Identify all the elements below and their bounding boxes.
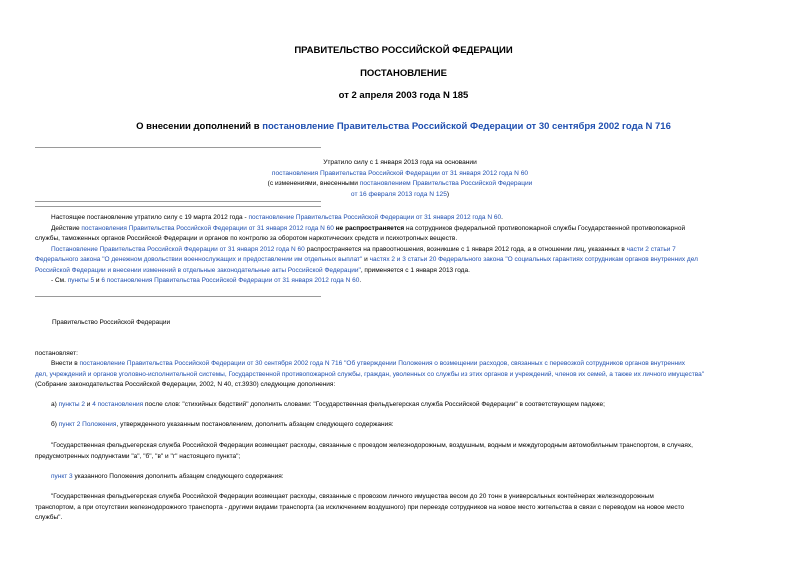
note-text: , применяется с 1 января 2013 года. (360, 266, 470, 274)
note-text: - См. (51, 277, 68, 284)
note-2-continued: службы, таможенных органов Российской Федерации и органов по контролю за оборотом наркотических средств и психотропных веществ. (35, 235, 458, 242)
paragraph-1 (35, 359, 780, 391)
note-link[interactable]: пункты 5 (67, 277, 95, 284)
note-bold: не распространяется (333, 224, 405, 232)
status-line: Утратило силу с 1 января 2013 года на основании (323, 159, 477, 166)
note-3-line3 (35, 266, 775, 277)
amend-link[interactable]: постановлением Правительства Российской Федерации (359, 180, 533, 188)
item-b (35, 420, 780, 431)
note-link[interactable]: Федерального закона "О денежном довольствии военнослужащих и предоставлении им отдельных выплат" (35, 256, 363, 263)
quote-1 (35, 441, 780, 462)
note-link[interactable]: части 2 статьи 7 (626, 245, 676, 253)
status-link[interactable]: постановления Правительства Российской Федерации от 31 января 2012 года N 60 (271, 169, 529, 177)
note-text: Настоящее постановление утратило силу с 19 марта 2012 года - (51, 214, 249, 221)
note-text: и (362, 256, 370, 263)
item-text: а) (51, 401, 59, 408)
item-link[interactable]: пункт 3 (51, 473, 73, 480)
amend-date-link[interactable]: от 16 февраля 2013 года N 125 (350, 190, 447, 198)
note-2 (35, 224, 775, 235)
note-3-line2 (35, 255, 775, 266)
document-type: ПОСТАНОВЛЕНИЕ (360, 68, 447, 79)
note-text: и (94, 277, 102, 284)
note-link[interactable]: постановления Правительства Российской Федерации от 31 января 2012 года N 60 (81, 224, 334, 232)
document-title (0, 121, 807, 132)
note-text: на сотрудников федеральной противопожарной службы Государственной противопожарной (404, 224, 686, 232)
note-text: распространяется на правоотношения, возникшие с 1 января 2012 года, а в отношении лиц, указанных в (304, 245, 627, 253)
note-link[interactable]: частях 2 и 3 статьи 20 Федерального закона "О социальных гарантиях сотрудникам органов внутренних дел (369, 256, 698, 263)
note-1 (35, 213, 775, 224)
decree-word: постановляет: (35, 350, 78, 357)
separator (35, 147, 321, 148)
note-end: . (501, 214, 503, 221)
item-c (35, 472, 780, 483)
status-box (250, 158, 550, 200)
note-3 (35, 245, 775, 256)
para-link[interactable]: дел, учреждений и органов уголовно-исполнительной системы, Государственной противопожарной службы, граждан, уволенных со службы из этих органов и учреждений, членов их семей, а также их личного имущества" (35, 370, 705, 378)
item-text: и (84, 401, 93, 408)
note-link[interactable]: постановление Правительства Российской Федерации от 31 января 2012 года N 60 (248, 214, 502, 221)
government-label: Правительство Российской Федерации (52, 319, 171, 326)
title-text: О внесении дополнений в (136, 121, 263, 132)
notes-block (35, 213, 775, 287)
note-end: . (359, 277, 362, 284)
item-link[interactable]: пункты 2 (58, 401, 85, 408)
para-link[interactable]: постановление Правительства Российской Федерации от 30 сентября 2002 года N 716 "Об утверждении Положения о возмещении расходов, связанных с перевозкой сотрудников органов внутренних (79, 360, 686, 367)
item-link[interactable]: пункт 2 Положения (58, 421, 117, 428)
item-text: после слов: "стихийных бедствий" дополнить словами: "Государственная фельдъегерская служба Российской Федерации" в соответствующем падеже; (143, 401, 605, 408)
quote-text: службы". (35, 514, 63, 521)
note-link[interactable]: 6 постановления Правительства Российской Федерации от 31 января 2012 года N 60 (101, 277, 360, 284)
para-text: Внести в (51, 360, 80, 367)
separator (35, 296, 321, 297)
quote-text: "Государственная фельдъегерская служба Российской Федерации возмещает расходы, связанные с провозом личного имущества весом до 20 тонн в универсальных контейнерах железнодорожным (51, 493, 654, 500)
note-link[interactable]: Российской Федерации и внесении изменений в отдельные законодательные акты Российской Федерации" (35, 266, 361, 274)
status-text: (с изменениями, внесенными (267, 180, 360, 188)
government-heading: ПРАВИТЕЛЬСТВО РОССИЙСКОЙ ФЕДЕРАЦИИ (294, 45, 513, 56)
separator (35, 206, 321, 207)
item-text: , утвержденного указанным постановлением, дополнить абзацем следующего содержания: (116, 421, 394, 428)
document-date: от 2 апреля 2003 года N 185 (338, 90, 469, 101)
para-text: (Собрание законодательства Российской Федерации, 2002, N 40, ст.3930) следующие дополнения: (35, 381, 336, 388)
note-4 (35, 276, 775, 287)
item-a (35, 400, 780, 411)
status-close: ) (446, 190, 450, 198)
separator (35, 201, 321, 202)
note-link[interactable]: Постановление Правительства Российской Федерации от 31 января 2012 года N 60 (51, 245, 305, 253)
item-text: б) (51, 421, 59, 428)
quote-text: предусмотренных подпунктами "а", "б", "в" и "г" настоящего пункта"; (35, 452, 241, 460)
quote-text: транспортом, а при отсутствии железнодорожного транспорта - другими видами транспорта (за исключением воздушного) при переезде сотрудников на новое место жительства в связи с переводом на новое место (35, 503, 685, 511)
quote-text: "Государственная фельдъегерская служба Российской Федерации возмещает расходы, связанные с проездом железнодорожным, воздушным, водным и междугородным автомобильным транспортом, в случаях, (51, 442, 693, 449)
item-link[interactable]: 4 постановления (92, 401, 144, 408)
item-text: указанного Положения дополнить абзацем следующего содержания: (72, 473, 284, 480)
title-link[interactable]: постановление Правительства Российской Федерации от 30 сентября 2002 года N 716 (262, 121, 671, 132)
note-text: Действие (51, 224, 82, 232)
quote-2 (35, 492, 780, 524)
